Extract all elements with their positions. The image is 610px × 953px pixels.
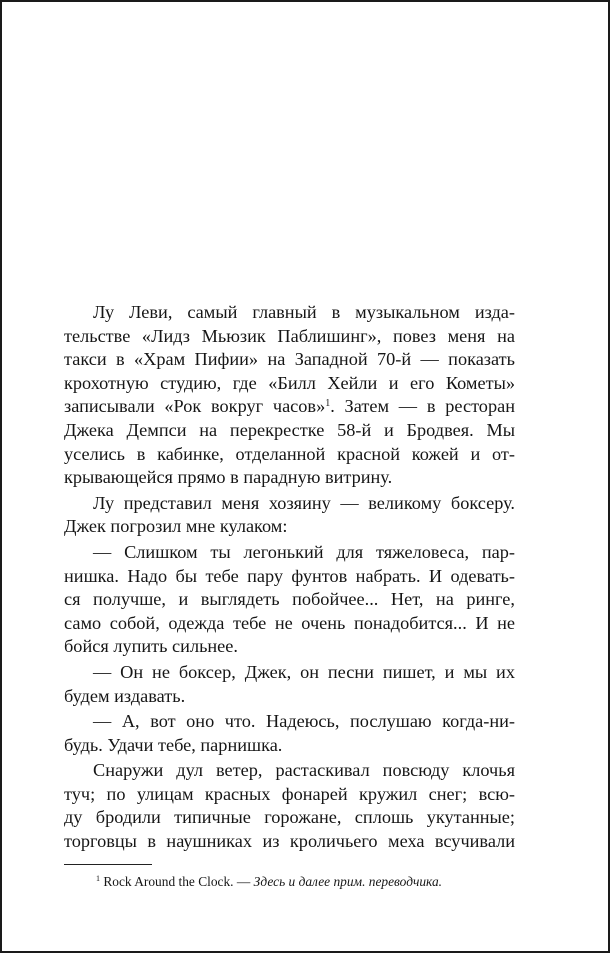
paragraph-6 xyxy=(64,759,515,853)
text-line: Лу представил меня хозяину — великому боксеру. xyxy=(93,492,515,513)
text-line: бойся лупить сильнее. xyxy=(64,636,238,657)
footnote-ref[interactable]: 1 xyxy=(325,398,331,410)
footnote-number: 1 xyxy=(96,874,100,883)
text-fragment: записывали «Рок вокруг часов» xyxy=(64,396,326,417)
text-line: будь. Удачи тебе, парнишка. xyxy=(64,734,283,755)
footnote-text: Rock Around the Clock. — xyxy=(103,874,254,889)
paragraph-1 xyxy=(64,301,515,490)
text-line: — А, вот оно что. Надеюсь, послушаю когда-ни- xyxy=(93,711,515,732)
footnote xyxy=(96,874,442,890)
text-line: такси в «Храм Пифии» на Западной 70-й — показать xyxy=(64,349,515,370)
text-line: Джек погрозил мне кулаком: xyxy=(64,516,288,537)
text-line: — Слишком ты легонький для тяжеловеса, пар- xyxy=(93,541,515,562)
text-line: будем издавать. xyxy=(64,685,186,706)
text-line: туч; по улицам красных фонарей кружил снег; всю- xyxy=(64,783,515,804)
paragraph-2 xyxy=(64,492,515,539)
text-line: крывающейся прямо в парадную витрину. xyxy=(64,467,393,488)
paragraph-4 xyxy=(64,661,515,708)
body-text xyxy=(64,301,515,854)
text-line: крохотную студию, где «Билл Хейли и его Кометы» xyxy=(64,372,515,393)
text-line: Джека Демпси на перекрестке 58-й и Бродвея. Мы xyxy=(64,419,515,440)
text-line: торговцы в наушниках из кроличьего меха всучивали xyxy=(64,831,515,852)
text-line: Лу Леви, самый главный в музыкальном изда- xyxy=(93,302,515,322)
footnote-divider xyxy=(64,864,152,865)
text-line: тельстве «Лидз Мьюзик Паблишинг», повез меня на xyxy=(64,325,515,346)
footnote-italic-note: Здесь и далее прим. переводчика. xyxy=(253,874,443,889)
paragraph-3 xyxy=(64,541,515,659)
text-fragment: . Затем — в ресторан xyxy=(330,396,515,417)
text-line: ду бродили типичные горожане, сплошь укутанные; xyxy=(64,807,515,828)
text-line: ся получше, и выглядеть побойчее... Нет, на ринге, xyxy=(64,589,515,610)
text-line: уселись в кабинке, отделанной красной кожей и от- xyxy=(64,443,515,464)
text-line: само собой, одежда тебе не очень понадобится... И не xyxy=(64,612,515,633)
text-line: — Он не боксер, Джек, он песни пишет, и мы их xyxy=(93,661,515,682)
text-line: нишка. Надо бы тебе пару фунтов набрать. И одевать- xyxy=(64,565,515,586)
paragraph-5 xyxy=(64,710,515,757)
text-line-with-footnote xyxy=(64,395,515,419)
text-line: Снаружи дул ветер, растаскивал повсюду клочья xyxy=(93,760,515,781)
